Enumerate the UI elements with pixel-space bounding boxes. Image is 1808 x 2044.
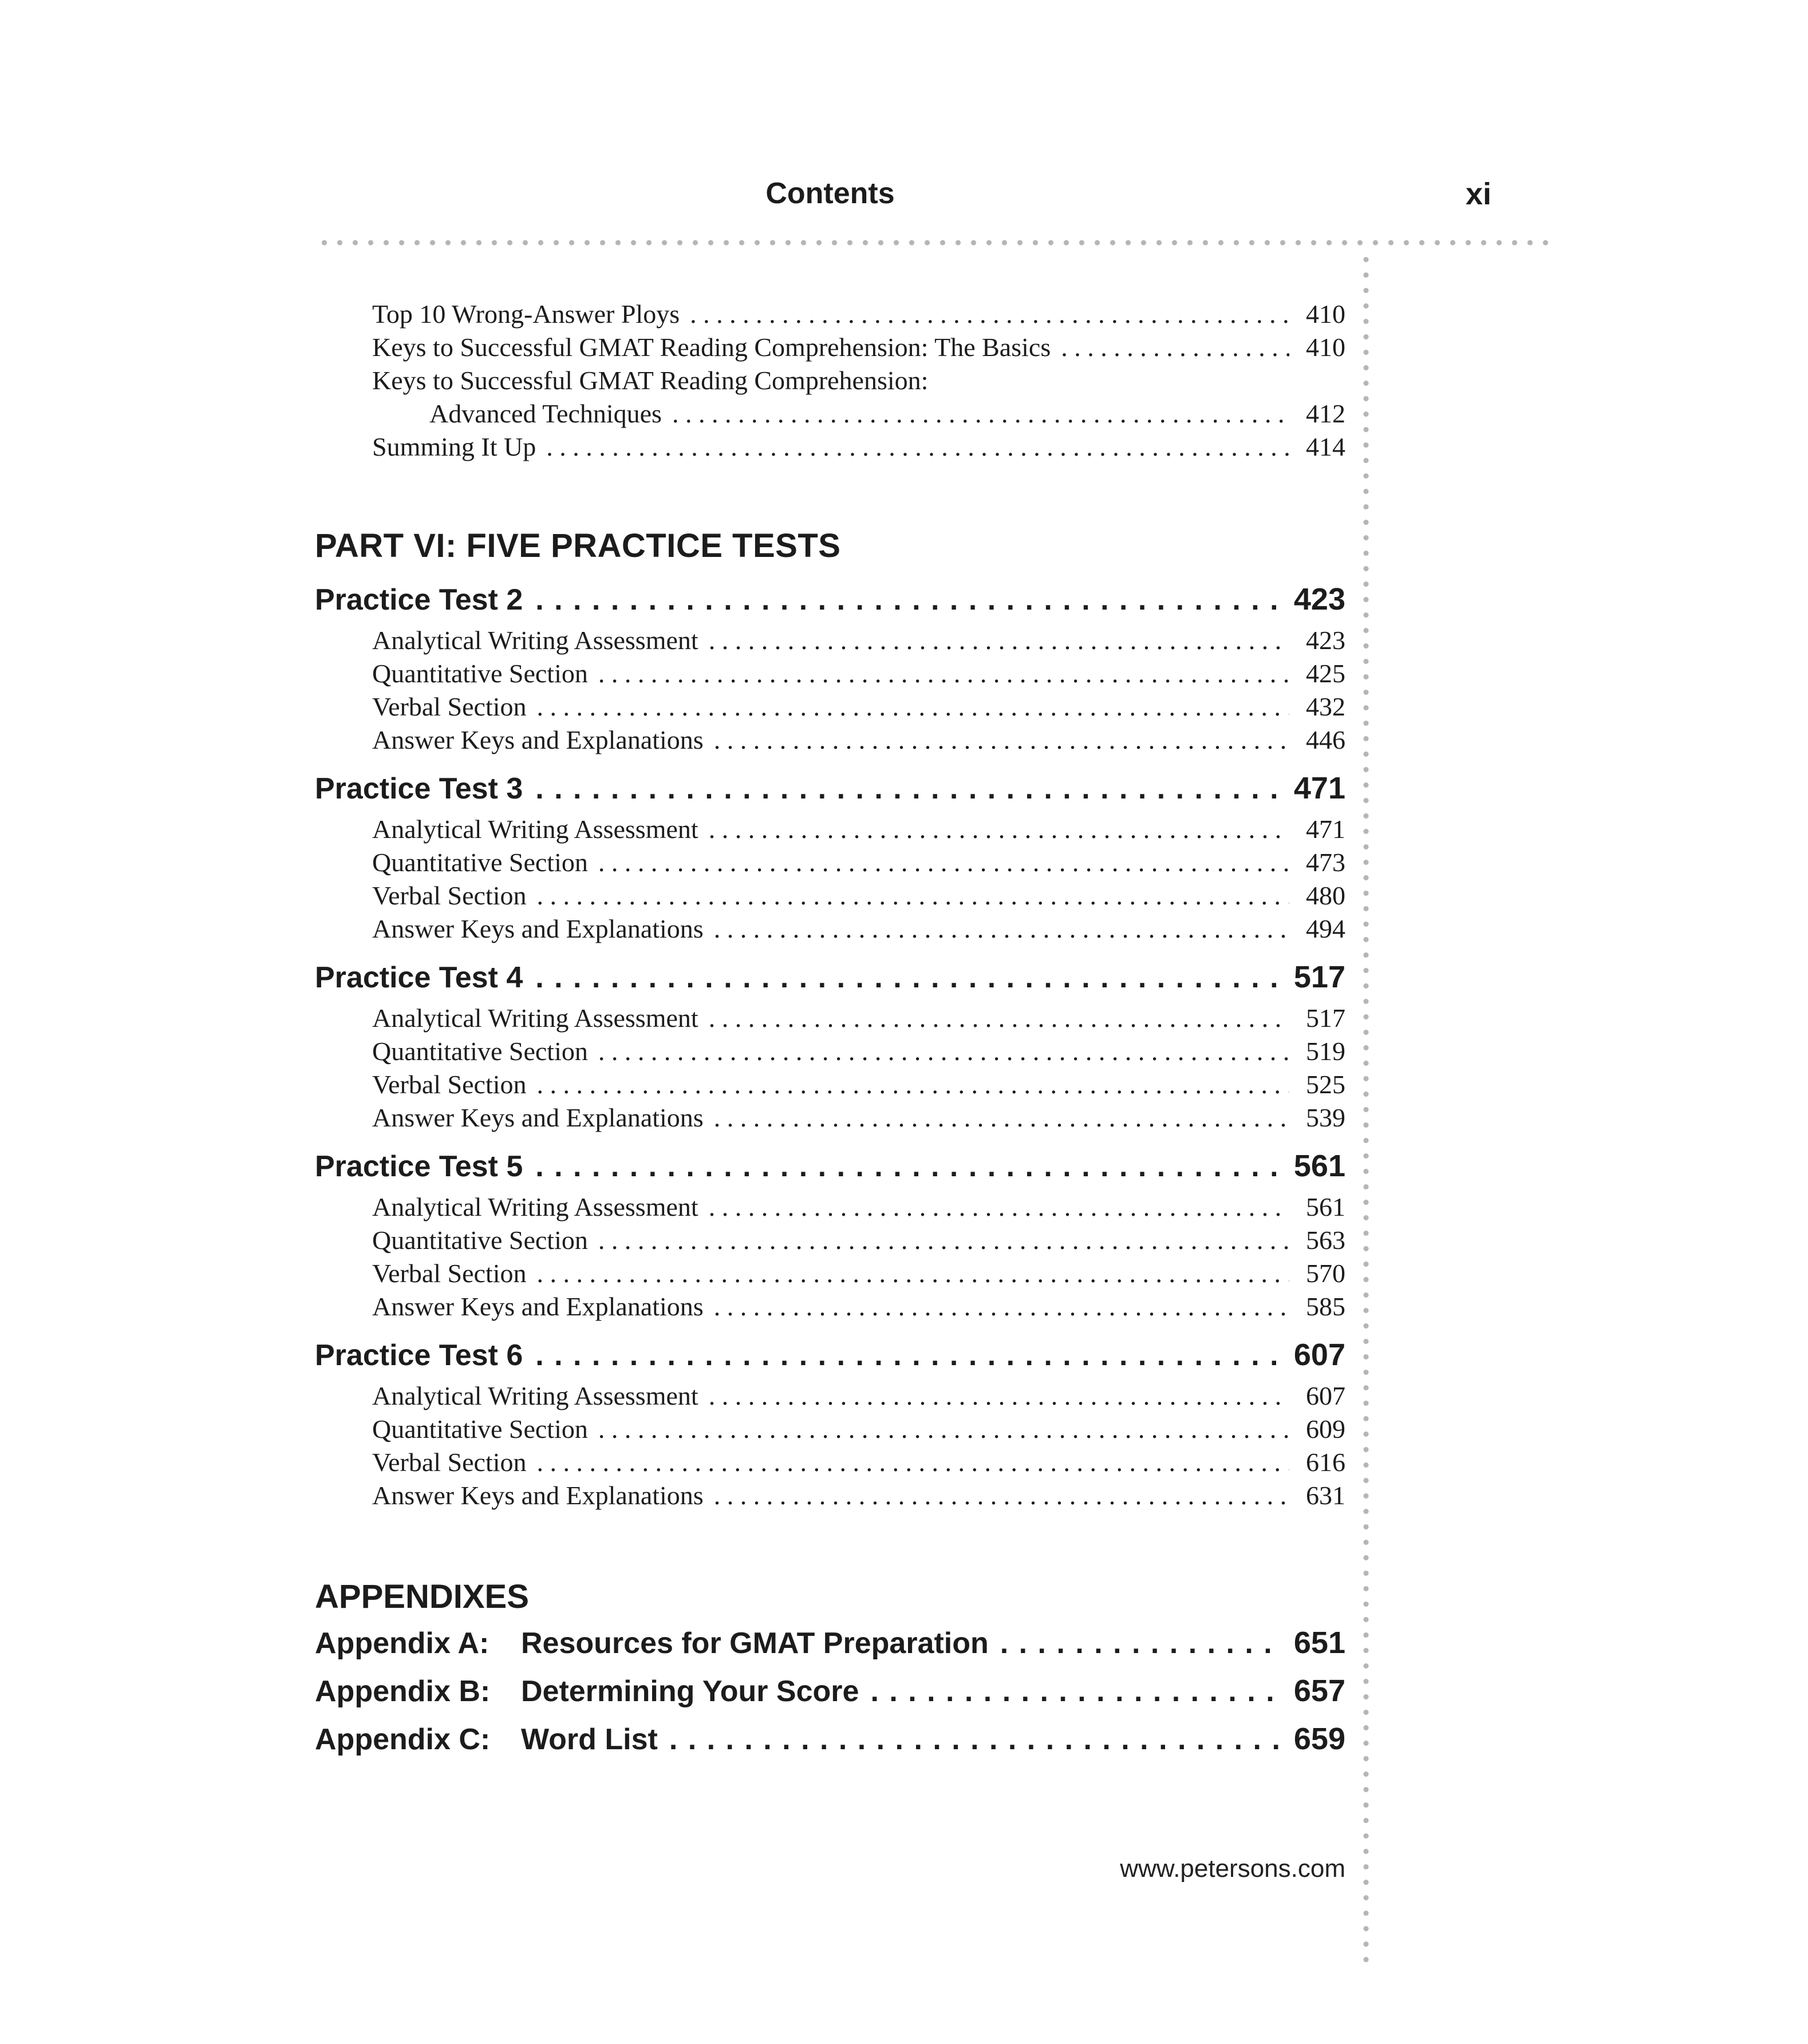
practice-test-title: Practice Test 5 [315, 1150, 523, 1183]
dot-leader [709, 1002, 1289, 1035]
dot-leader [709, 813, 1289, 846]
dot-leader [709, 1191, 1289, 1224]
toc-entry-page: 494 [1306, 914, 1345, 943]
toc-entry[interactable] [315, 1068, 1345, 1101]
dot-leader [537, 1446, 1289, 1479]
toc-entry-label: Verbal Section [372, 1259, 527, 1288]
practice-test-page: 471 [1293, 771, 1345, 805]
toc-entry[interactable] [315, 1290, 1345, 1323]
practice-test-page: 561 [1293, 1149, 1345, 1183]
toc-entry-page: 607 [1306, 1381, 1345, 1410]
dotted-rule-horizontal [317, 239, 1549, 246]
toc-entry-page: 631 [1306, 1481, 1345, 1510]
appendix-title: Word List [521, 1723, 658, 1756]
appendix-id: Appendix B: [315, 1675, 491, 1708]
table-of-contents [315, 298, 1345, 1763]
appendix-page: 651 [1293, 1626, 1345, 1660]
toc-entry-label: Verbal Section [372, 692, 527, 721]
toc-entry-label: Verbal Section [372, 1448, 527, 1477]
toc-entry-page: 471 [1306, 815, 1345, 844]
toc-entry-label: Answer Keys and Explanations [372, 725, 704, 754]
appendixes-heading: APPENDIXES [315, 1578, 529, 1615]
toc-entry-label: Summing It Up [372, 432, 536, 461]
practice-test-heading[interactable] [315, 1336, 1345, 1374]
toc-entry-label: Analytical Writing Assessment [372, 815, 698, 844]
part-heading: PART VI: FIVE PRACTICE TESTS [315, 527, 841, 564]
appendix-page: 659 [1293, 1722, 1345, 1756]
footer-url[interactable]: www.petersons.com [1120, 1855, 1345, 1883]
dot-leader [669, 1715, 1281, 1764]
toc-entry-label: Answer Keys and Explanations [372, 1103, 704, 1132]
dot-leader [598, 846, 1289, 879]
toc-entry[interactable] [315, 723, 1345, 757]
toc-entry-page: 412 [1306, 399, 1345, 428]
toc-entry[interactable] [315, 846, 1345, 879]
dot-leader [1061, 331, 1289, 364]
toc-entry-label: Quantitative Section [372, 1225, 588, 1255]
toc-entry-page: 517 [1306, 1003, 1345, 1033]
dot-leader [1000, 1619, 1281, 1667]
toc-entry[interactable] [315, 813, 1345, 846]
toc-entry[interactable] [315, 397, 1345, 430]
toc-entry-page: 585 [1306, 1292, 1345, 1321]
toc-entry-label: Analytical Writing Assessment [372, 1381, 698, 1410]
practice-test-title: Practice Test 3 [315, 772, 523, 805]
appendix-title: Determining Your Score [521, 1675, 859, 1708]
practice-test-title: Practice Test 2 [315, 583, 523, 616]
toc-entry-page: 539 [1306, 1103, 1345, 1132]
appendix-entry[interactable] [315, 1715, 1345, 1763]
practice-test-heading[interactable] [315, 580, 1345, 618]
dot-leader [537, 879, 1289, 912]
toc-entry[interactable] [315, 1257, 1345, 1290]
toc-entry-label: Analytical Writing Assessment [372, 1192, 698, 1221]
appendix-page: 657 [1293, 1674, 1345, 1708]
dot-leader [598, 657, 1289, 690]
dot-leader [535, 1148, 1281, 1185]
toc-entry-label: Answer Keys and Explanations [372, 1292, 704, 1321]
toc-entry[interactable] [315, 331, 1345, 364]
dot-leader [709, 624, 1289, 657]
toc-entry-page: 432 [1306, 692, 1345, 721]
practice-test-heading[interactable] [315, 1147, 1345, 1185]
toc-entry[interactable] [315, 1224, 1345, 1257]
appendix-id: Appendix A: [315, 1627, 489, 1660]
practice-test-title: Practice Test 4 [315, 961, 523, 994]
toc-entry-label: Quantitative Section [372, 659, 588, 688]
dot-leader [546, 430, 1289, 464]
toc-entry-label: Quantitative Section [372, 848, 588, 877]
practice-test-page: 423 [1293, 582, 1345, 616]
toc-entry-wrapped-line[interactable]: Keys to Successful GMAT Reading Comprehension: [372, 366, 929, 395]
toc-entry-label: Answer Keys and Explanations [372, 914, 704, 943]
dot-leader [598, 1035, 1289, 1068]
appendix-label [315, 1619, 989, 1667]
practice-test-heading[interactable] [315, 958, 1345, 996]
toc-entry-page: 570 [1306, 1259, 1345, 1288]
dot-leader [537, 1068, 1289, 1101]
toc-entry-label: Top 10 Wrong-Answer Ploys [372, 299, 680, 329]
running-header-title: Contents [765, 177, 895, 210]
toc-entry-page: 609 [1306, 1414, 1345, 1444]
toc-entry-label: Keys to Successful GMAT Reading Comprehension: The Basics [372, 333, 1051, 362]
appendix-entry[interactable] [315, 1619, 1345, 1667]
toc-entry-label: Verbal Section [372, 881, 527, 910]
dot-leader [537, 690, 1289, 723]
toc-entry-page: 414 [1306, 432, 1345, 461]
toc-entry-label: Answer Keys and Explanations [372, 1481, 704, 1510]
toc-entry-page: 519 [1306, 1037, 1345, 1066]
toc-entry[interactable] [315, 912, 1345, 946]
dot-leader [535, 959, 1281, 997]
appendix-entry[interactable] [315, 1667, 1345, 1715]
toc-entry-page: 563 [1306, 1225, 1345, 1255]
dot-leader [672, 397, 1289, 430]
page-number: xi [1465, 177, 1491, 211]
toc-entry-page: 480 [1306, 881, 1345, 910]
toc-entry-label: Analytical Writing Assessment [372, 1003, 698, 1033]
dot-leader [714, 1290, 1289, 1323]
toc-entry[interactable] [315, 1479, 1345, 1512]
toc-entry-label: Verbal Section [372, 1070, 527, 1099]
dot-leader [709, 1379, 1289, 1413]
dot-leader [714, 723, 1289, 757]
toc-entry[interactable] [315, 1379, 1345, 1413]
practice-test-heading[interactable] [315, 769, 1345, 807]
dot-leader [690, 298, 1289, 331]
toc-entry[interactable] [315, 1002, 1345, 1035]
dot-leader [535, 770, 1281, 808]
practice-test-page: 607 [1293, 1338, 1345, 1372]
toc-entry[interactable] [315, 879, 1345, 912]
toc-entry[interactable] [315, 657, 1345, 690]
toc-entry-page: 423 [1306, 626, 1345, 655]
dot-leader [598, 1224, 1289, 1257]
dot-leader [537, 1257, 1289, 1290]
toc-entry-page: 473 [1306, 848, 1345, 877]
appendix-label [315, 1715, 658, 1764]
appendix-id: Appendix C: [315, 1723, 491, 1756]
toc-entry-label: Advanced Techniques [429, 399, 662, 428]
toc-entry[interactable] [315, 298, 1345, 331]
toc-entry[interactable] [315, 1191, 1345, 1224]
toc-entry[interactable] [315, 430, 1345, 464]
toc-entry[interactable] [315, 624, 1345, 657]
toc-entry-page: 446 [1306, 725, 1345, 754]
dot-leader [535, 1337, 1281, 1374]
appendix-title: Resources for GMAT Preparation [521, 1627, 989, 1660]
toc-entry-label: Quantitative Section [372, 1037, 588, 1066]
practice-test-page: 517 [1293, 960, 1345, 994]
toc-entry[interactable] [315, 1101, 1345, 1134]
practice-test-title: Practice Test 6 [315, 1339, 523, 1372]
toc-entry[interactable] [315, 690, 1345, 723]
toc-entry[interactable] [315, 1035, 1345, 1068]
dot-leader [714, 1101, 1289, 1134]
toc-entry-label: Analytical Writing Assessment [372, 626, 698, 655]
dot-leader [535, 581, 1281, 619]
toc-entry-label: Quantitative Section [372, 1414, 588, 1444]
toc-entry[interactable] [315, 1413, 1345, 1446]
toc-entry[interactable] [315, 1446, 1345, 1479]
toc-entry-page: 410 [1306, 299, 1345, 329]
toc-entry-page: 525 [1306, 1070, 1345, 1099]
dot-leader [598, 1413, 1289, 1446]
dotted-rule-vertical [1363, 252, 1369, 1963]
toc-entry-page: 410 [1306, 333, 1345, 362]
toc-entry-page: 561 [1306, 1192, 1345, 1221]
toc-entry-page: 425 [1306, 659, 1345, 688]
dot-leader [714, 1479, 1289, 1512]
dot-leader [870, 1667, 1281, 1715]
appendix-label [315, 1667, 859, 1715]
toc-entry-page: 616 [1306, 1448, 1345, 1477]
dot-leader [714, 912, 1289, 946]
